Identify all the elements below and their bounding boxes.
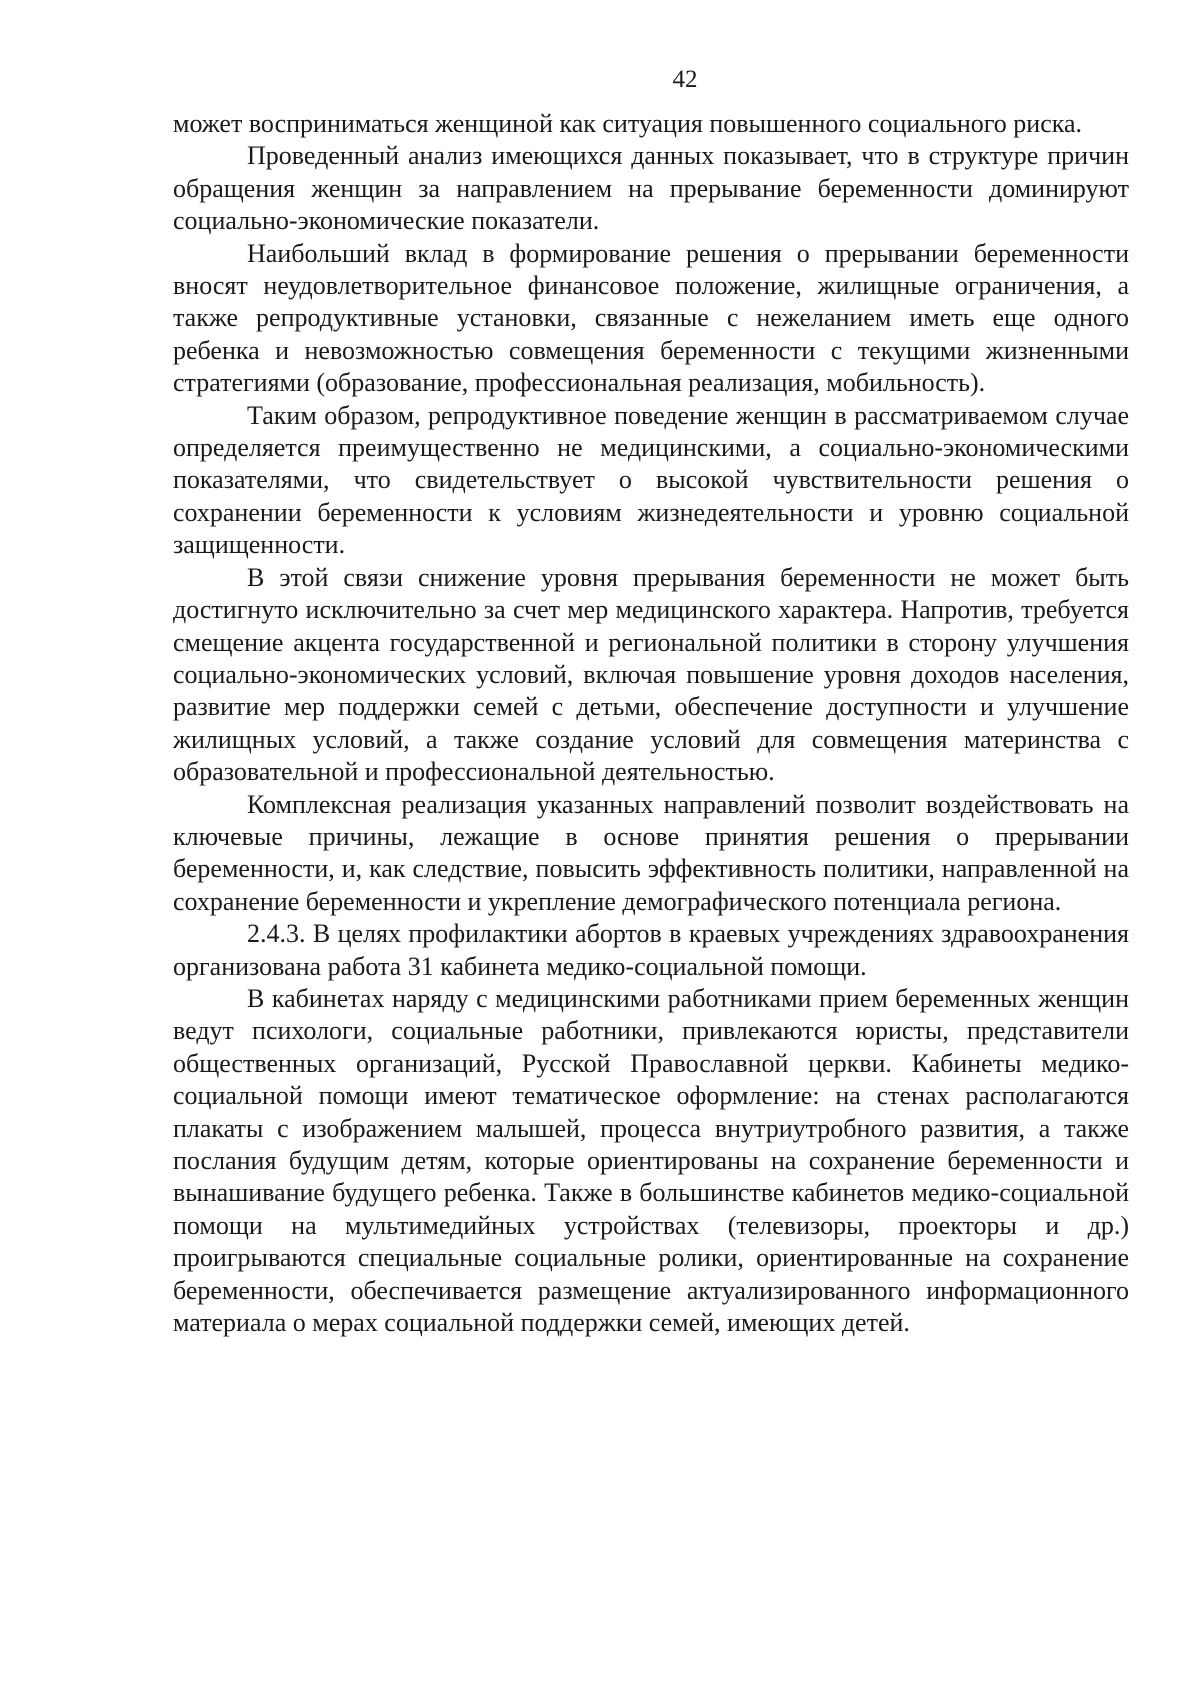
body-text [173,108,1129,1339]
paragraph: В этой связи снижение уровня прерывания беременности не может быть достигнуто исключительно за счет мер медицинского характера. Напротив, требуется смещение акцента государственной и региональной политики в сторону улучшения социально-экономических условий, включая повышение уровня доходов населения, развитие мер поддержки семей с детьми, обеспечение доступности и улучшение жилищных условий, а также создание условий для совмещения материнства с образовательной и профессиональной деятельностью. [173,562,1129,787]
paragraph: Таким образом, репродуктивное поведение женщин в рассматриваемом случае определяется преимущественно не медицинскими, а социально-экономическими показателями, что свидетельствует о высокой чувствительности решения о сохранении беременности к условиям жизнедеятельности и уровню социальной защищенности. [173,400,1129,560]
page-number: 42 [672,66,698,93]
section-paragraph: 2.4.3. В целях профилактики абортов в краевых учреждениях здравоохранения организована работа 31 кабинета медико-социальной помощи. [173,919,1129,981]
paragraph: В кабинетах наряду с медицинскими работниками прием беременных женщин ведут психологи, социальные работники, привлекаются юристы, представители общественных организаций, Русской Православной церкви. Кабинеты медико-социальной помощи имеют тематическое оформление: на стенах располагаются плакаты с изображением малышей, процесса внутриутробного развития, а также послания будущим детям, которые ориентированы на сохранение беременности и вынашивание будущего ребенка. Также в большинстве кабинетов медико-социальной помощи на мультимедийных устройствах (телевизоры, проекторы и др.) проигрываются специальные социальные ролики, ориентированные на сохранение беременности, обеспечивается размещение актуализированного информационного материала о мерах социальной поддержки семей, имеющих детей. [173,983,1129,1338]
paragraph: Комплексная реализация указанных направлений позволит воздействовать на ключевые причины, лежащие в основе принятия решения о прерывании беременности, и, как следствие, повысить эффективность политики, направленной на сохранение беременности и укрепление демографического потенциала региона. [173,789,1129,916]
paragraph-continuation: может восприниматься женщиной как ситуация повышенного социального риска. [173,109,1083,138]
paragraph: Наибольший вклад в формирование решения о прерывании беременности вносят неудовлетворительное финансовое положение, жилищные ограничения, а также репродуктивные установки, связанные с нежеланием иметь еще одного ребенка и невозможностью совмещения беременности с текущими жизненными стратегиями (образование, профессиональная реализация, мобильность). [173,238,1129,398]
paragraph: Проведенный анализ имеющихся данных показывает, что в структуре причин обращения женщин за направлением на прерывание беременности доминируют социально-экономические показатели. [173,141,1129,236]
